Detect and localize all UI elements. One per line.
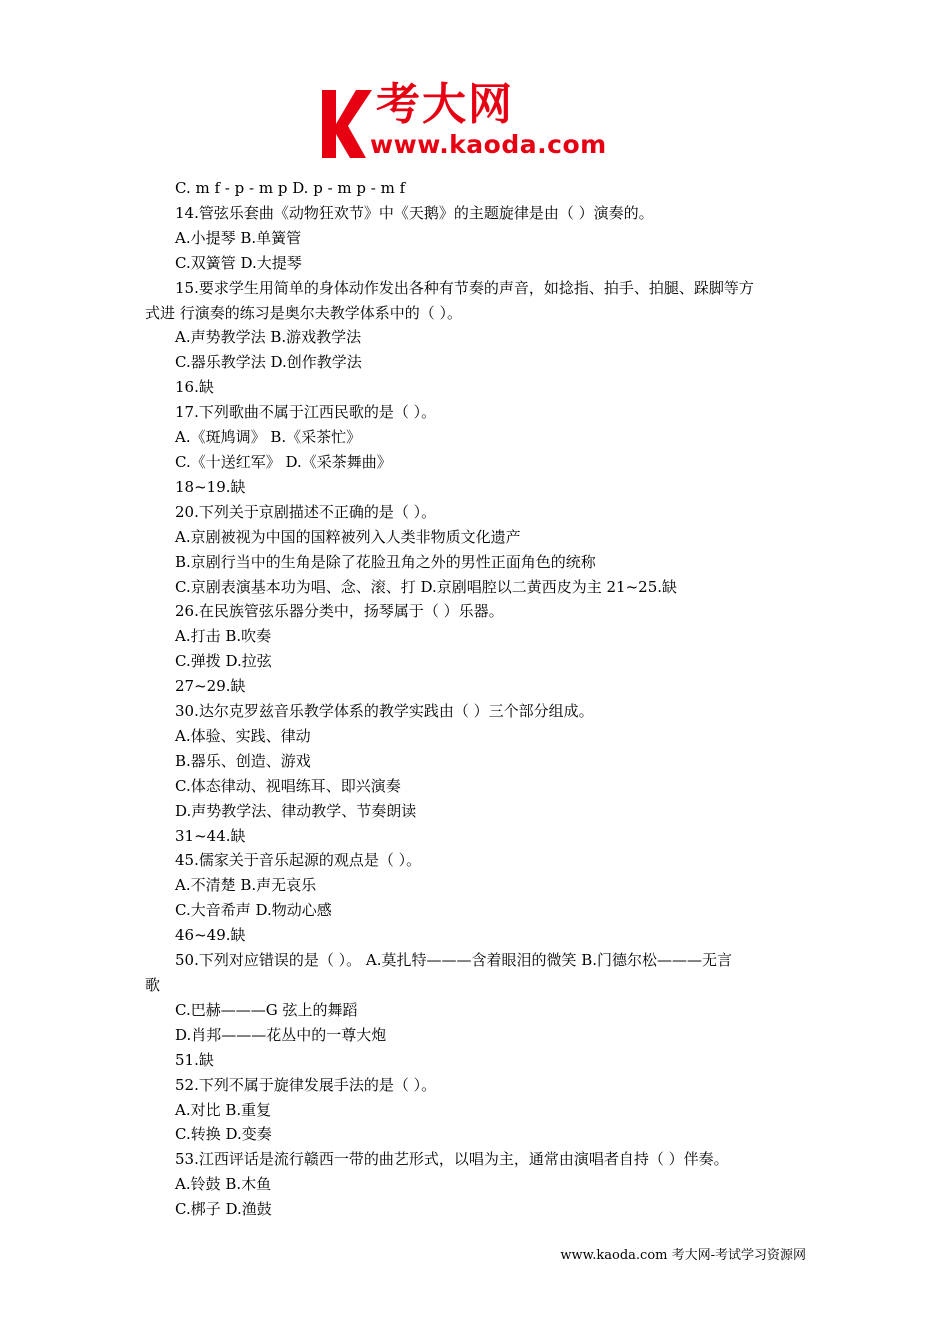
text-line: C.《十送红军》 D.《采茶舞曲》 bbox=[175, 452, 392, 471]
text-line: 30.达尔克罗兹音乐教学体系的教学实践由（ ）三个部分组成。 bbox=[175, 702, 594, 721]
text-line: C.双簧管 D.大提琴 bbox=[175, 253, 302, 272]
k-logo-icon bbox=[318, 84, 374, 160]
text-line: 16.缺 bbox=[175, 378, 214, 397]
text-line: 20.下列关于京剧描述不正确的是（ ）。 bbox=[175, 502, 437, 521]
text-line: A.京剧被视为中国的国粹被列入人类非物质文化遗产 bbox=[175, 527, 521, 546]
text-line: A.体验、实践、律动 bbox=[175, 726, 311, 745]
text-line: C.巴赫———G 弦上的舞蹈 bbox=[175, 1000, 358, 1019]
text-line: B.京剧行当中的生角是除了花脸丑角之外的男性正面角色的统称 bbox=[175, 552, 596, 571]
text-line: 50.下列对应错误的是（ ）。 A.莫扎特———含着眼泪的微笑 B.门德尔松———无言 bbox=[175, 951, 733, 970]
text-line: 14.管弦乐套曲《动物狂欢节》中《天鹅》的主题旋律是由（ ）演奏的。 bbox=[175, 203, 654, 222]
text-line: D.声势教学法、律动教学、节奏朗读 bbox=[175, 801, 417, 820]
text-line: C.梆子 D.渔鼓 bbox=[175, 1200, 272, 1219]
text-line: 歌 bbox=[145, 976, 161, 994]
text-line: 15.要求学生用简单的身体动作发出各种有节奏的声音，如捻指、拍手、拍腿、跺脚等方 bbox=[175, 278, 754, 297]
text-line: 46~49.缺 bbox=[175, 926, 246, 945]
text-line: C.大音希声 D.物动心感 bbox=[175, 901, 332, 920]
text-line: 18~19.缺 bbox=[175, 477, 246, 496]
text-line: 27~29.缺 bbox=[175, 677, 246, 696]
text-line: 45.儒家关于音乐起源的观点是（ ）。 bbox=[175, 851, 422, 870]
text-line: C.转换 D.变奏 bbox=[175, 1125, 272, 1144]
text-line: C.京剧表演基本功为唱、念、滚、打 D.京剧唱腔以二黄西皮为主 21~25.缺 bbox=[175, 577, 678, 596]
text-line: C. m f - p - m p D. p - m p - m f bbox=[175, 179, 406, 197]
logo-url-text: www.kaoda.com bbox=[370, 130, 607, 159]
text-line: 式进 行演奏的练习是奥尔夫教学体系中的（ ）。 bbox=[145, 303, 463, 322]
text-line: A.小提琴 B.单簧管 bbox=[175, 228, 302, 247]
text-line: A.铃鼓 B.木鱼 bbox=[175, 1175, 272, 1194]
text-line: C.弹拨 D.拉弦 bbox=[175, 652, 272, 671]
text-line: A.不清楚 B.声无哀乐 bbox=[175, 876, 317, 895]
text-line: B.器乐、创造、游戏 bbox=[175, 751, 311, 770]
text-line: C.体态律动、视唱练耳、即兴演奏 bbox=[175, 776, 401, 795]
text-line: C.器乐教学法 D.创作教学法 bbox=[175, 353, 362, 372]
text-line: 51.缺 bbox=[175, 1050, 214, 1069]
text-line: 52.下列不属于旋律发展手法的是（ ）。 bbox=[175, 1075, 437, 1094]
text-line: A.对比 B.重复 bbox=[175, 1100, 272, 1119]
kaoda-logo bbox=[318, 80, 638, 162]
question-list bbox=[145, 176, 810, 1222]
text-line: D.肖邦———花丛中的一尊大炮 bbox=[175, 1025, 387, 1044]
page-footer: www.kaoda.com 考大网-考试学习资源网 bbox=[560, 1248, 806, 1263]
text-line: 17.下列歌曲不属于江西民歌的是（ ）。 bbox=[175, 403, 437, 422]
text-line: A.打击 B.吹奏 bbox=[175, 627, 272, 646]
text-line: A.《斑鸠调》 B.《采茶忙》 bbox=[175, 428, 362, 447]
logo-chinese-text: 考大网 bbox=[376, 79, 514, 130]
text-line: 31~44.缺 bbox=[175, 826, 246, 845]
text-line: 26.在民族管弦乐器分类中，扬琴属于（ ）乐器。 bbox=[175, 602, 504, 621]
text-line: A.声势教学法 B.游戏教学法 bbox=[175, 328, 362, 347]
text-line: 53.江西评话是流行赣西一带的曲艺形式，以唱为主，通常由演唱者自持（ ）伴奏。 bbox=[175, 1150, 729, 1169]
